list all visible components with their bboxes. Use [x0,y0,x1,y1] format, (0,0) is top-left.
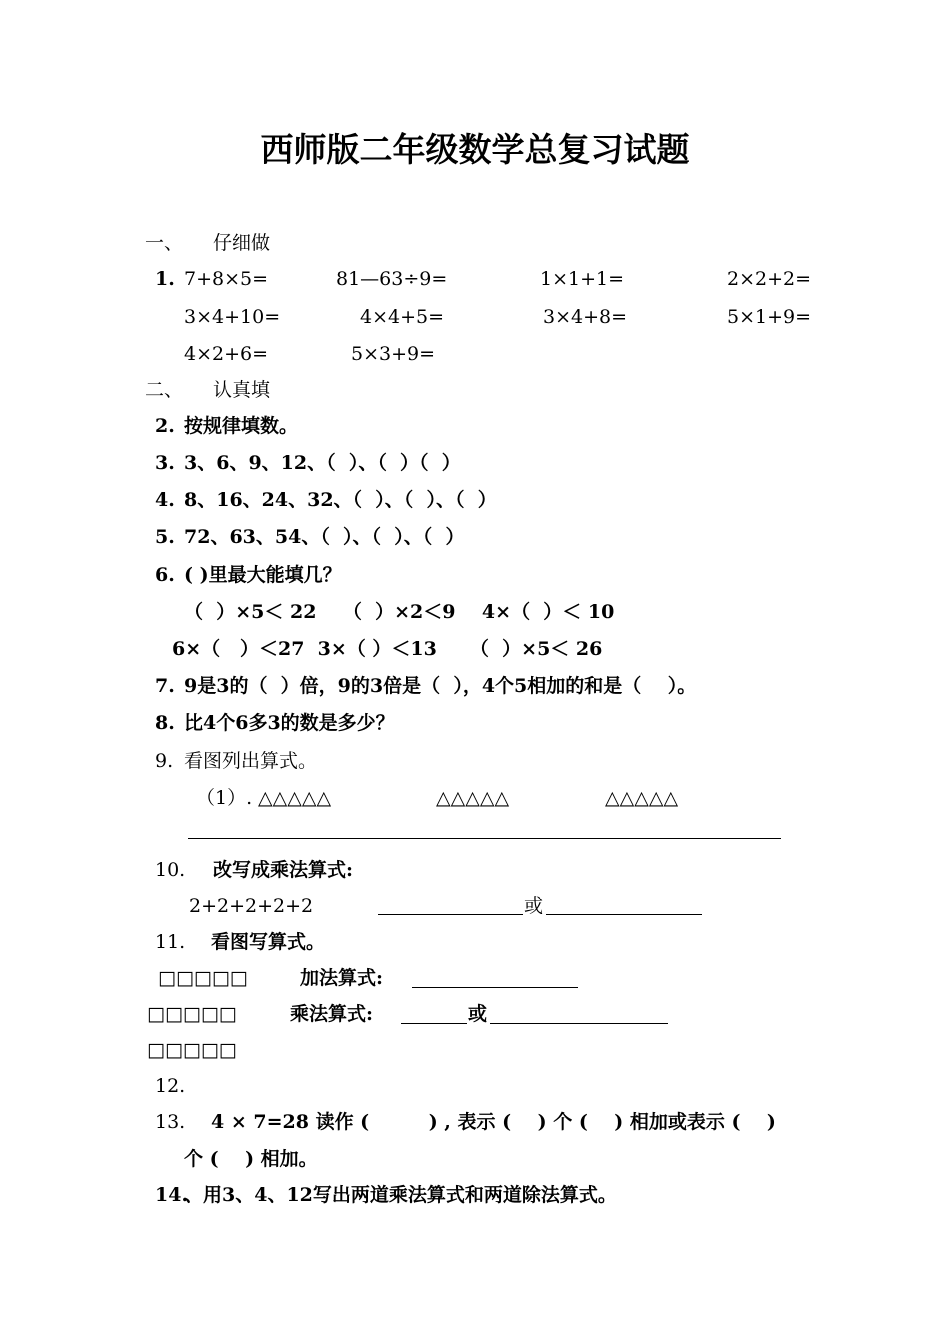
q1-expr-6: 4×4+5= [360,306,445,328]
section2-heading: 认真填 [213,379,271,401]
triangle-group-3: △△△△△ [605,787,679,809]
squares-row-1: □□□□□ [158,967,248,989]
q7-number: 7. [155,675,175,697]
q1-expr-8: 5×1+9= [727,306,812,328]
q11-text: 看图写算式。 [211,931,326,953]
squares-row-2: □□□□□ [147,1003,237,1025]
section2-number: 二、 [145,379,184,401]
q4-number: 4. [155,489,175,511]
q9-number: 9. [155,750,174,772]
q1-expr-10: 5×3+9= [351,343,436,365]
section1-heading: 仔细做 [213,232,271,254]
q11-mul-answer-line-2[interactable] [490,1023,668,1024]
q9-text: 看图列出算式。 [184,750,318,772]
q11-mul-label: 乘法算式: [290,1003,374,1025]
q1-expr-3: 1×1+1= [540,268,625,290]
q11-add-label: 加法算式: [300,967,384,989]
q2-number: 2. [155,415,175,437]
q11-mul-answer-line-1[interactable] [401,1023,467,1024]
q11-or: 或 [468,1003,488,1025]
q10-number: 10. [155,859,186,881]
q12-number: 12. [155,1075,186,1097]
q11-number: 11. [155,931,186,953]
q10-text: 改写成乘法算式: [213,859,354,881]
q1-expr-2: 81—63÷9= [336,268,448,290]
q6-line-2: 6×（ ）＜27 3×（ ）＜13 （ ）×5＜ 26 [172,638,603,660]
q5-number: 5. [155,526,175,548]
q10-expr: 2+2+2+2+2 [189,895,314,917]
q1-number: 1. [155,268,175,290]
q6-number: 6. [155,564,175,586]
q10-answer-line-1[interactable] [378,914,523,915]
triangle-group-1: △△△△△ [258,787,332,809]
q6-text: ( )里最大能填几？ [184,564,342,586]
q3-number: 3. [155,452,175,474]
triangle-group-2: △△△△△ [436,787,510,809]
q13-text-2: 个 ( ) 相加。 [184,1148,318,1170]
q1-expr-1: 7+8×5= [184,268,269,290]
q9-answer-line[interactable] [188,838,781,839]
q13-number: 13. [155,1111,186,1133]
section1-number: 一、 [145,232,184,254]
q9-label: （1）. [196,787,253,809]
q11-add-answer-line[interactable] [412,987,578,988]
q1-expr-7: 3×4+8= [543,306,628,328]
q14-number: 14. [155,1184,189,1206]
q13-text: 4 × 7=28 读作 ( ) , 表示 ( ) 个 ( ) 相加或表示 ( ) [211,1111,776,1133]
q10-or: 或 [524,895,544,917]
q8-number: 8. [155,712,175,734]
q10-answer-line-2[interactable] [546,914,702,915]
q7-text: 9是3的（ ）倍，9的3倍是（ ），4个5相加的和是（ ）。 [184,675,697,697]
q1-expr-5: 3×4+10= [184,306,281,328]
squares-row-3: □□□□□ [147,1039,237,1061]
q3-text: 3、6、9、12、（ ）、（ ）（ ） [184,452,461,474]
q6-line-1: （ ）×5＜ 22 （ ）×2＜9 4×（ ）＜ 10 [184,601,615,623]
q1-expr-9: 4×2+6= [184,343,269,365]
page-title: 西师版二年级数学总复习试题 [260,130,690,169]
q1-expr-4: 2×2+2= [727,268,812,290]
q4-text: 8、16、24、32、（ ）、（ ）、（ ） [184,489,497,511]
q2-text: 按规律填数。 [184,415,299,437]
q8-text: 比4个6多3的数是多少？ [184,712,395,734]
q5-text: 72、63、54、（ ）、（ ）、（ ） [184,526,465,548]
q14-text: 、用3、4、12写出两道乘法算式和两道除法算式。 [184,1184,617,1206]
